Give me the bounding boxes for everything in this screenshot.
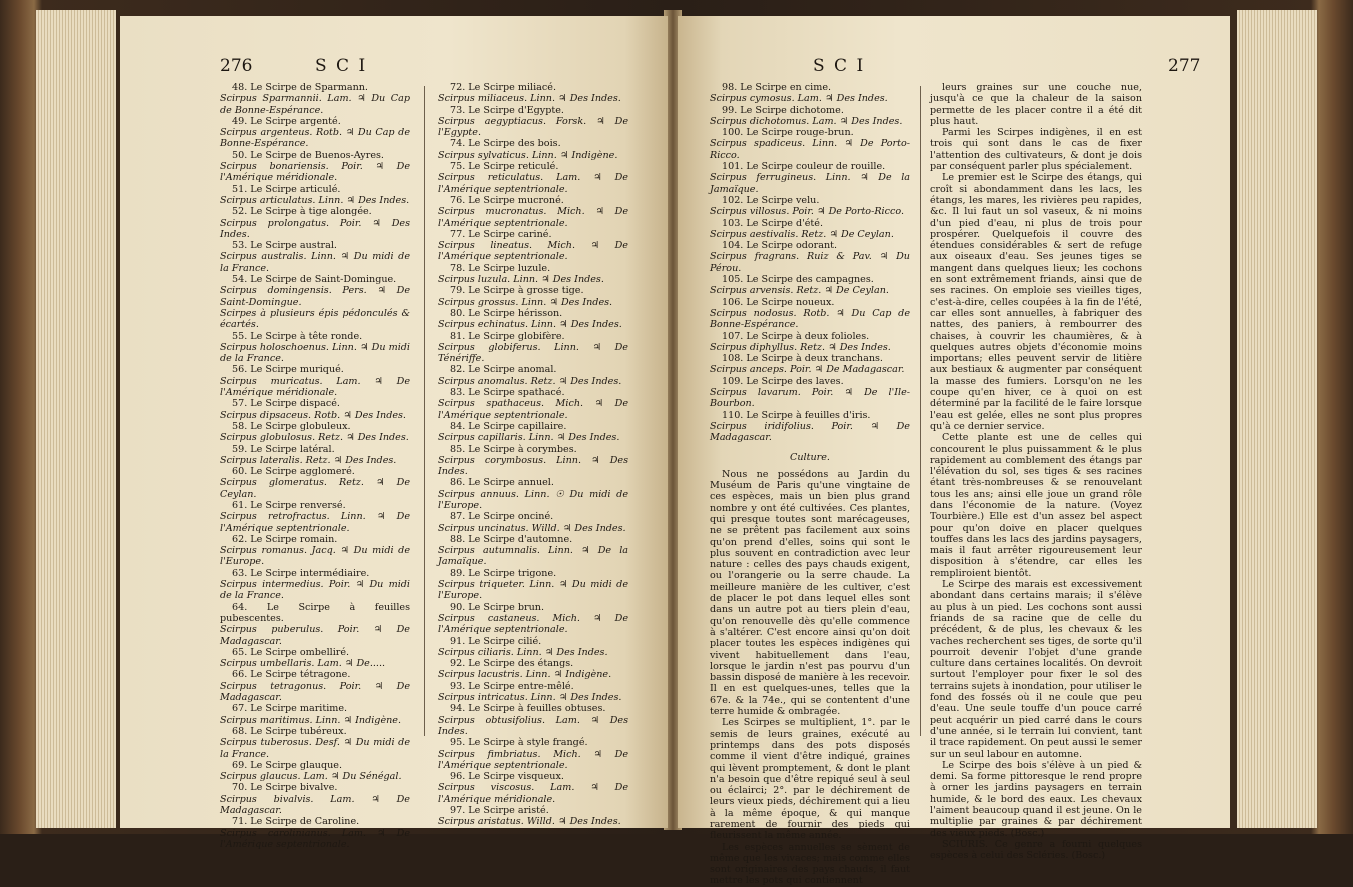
entry-line: 57. Le Scirpe dispacé. <box>232 398 340 410</box>
entry-line: Scirpus triqueter. Linn. ♃ Du midi de l'Europe. <box>438 579 628 602</box>
entry-line: Scirpus aegyptiacus. Forsk. ♃ De l'Egypte. <box>438 115 628 139</box>
entry-line: Scirpus iridifolius. Poir. ♃ De Madagascar. <box>710 420 910 444</box>
entry-line: 89. Le Scirpe trigone. <box>450 567 557 579</box>
entry-line: Scirpus luzula. Linn. ♃ Des Indes. <box>438 274 604 286</box>
entry-line: 59. Le Scirpe latéral. <box>232 443 335 455</box>
entry-line: Scirpus intermedius. Poir. ♃ Du midi de la France. <box>220 579 410 602</box>
entry-line: 50. Le Scirpe de Buenos-Ayres. <box>232 149 384 161</box>
entry-line: 60. Le Scirpe agglomeré. <box>232 466 355 478</box>
entry-line: Scirpus maritimus. Linn. ♃ Indigène. <box>220 714 402 726</box>
entry-line: Scirpus autumnalis. Linn. ♃ De la Jamaïque. <box>438 545 628 568</box>
entry-line: 84. Le Scirpe capillaire. <box>450 420 567 432</box>
entry-line: 53. Le Scirpe austral. <box>232 240 337 252</box>
entry-line: 95. Le Scirpe à style frangé. <box>450 737 588 749</box>
entry-line: 97. Le Scirpe aristé. <box>450 805 549 816</box>
entry-line: Scirpus grossus. Linn. ♃ Des Indes. <box>438 296 613 308</box>
entry-line: Scirpus reticulatus. Lam. ♃ De l'Amérique septentrionale. <box>438 172 628 195</box>
entry-line: 71. Le Scirpe de Caroline. <box>232 816 360 828</box>
entry-line: Scirpus villosus. Poir. ♃ De Porto-Ricco. <box>710 206 905 218</box>
entry-line: Scirpus echinatus. Linn. ♃ Des Indes. <box>438 319 622 331</box>
entry-line: 81. Le Scirpe globifère. <box>450 330 565 342</box>
entry-line: Scirpus dichotomus. Lam. ♃ Des Indes. <box>710 115 903 127</box>
left-column-2 <box>438 82 628 828</box>
entry-line: Scirpus domingensis. Pers. ♃ De Saint-Domingue. <box>220 285 410 308</box>
entry-line: Scirpus fimbriatus. Mich. ♃ De l'Amérique septentrionale. <box>438 748 628 771</box>
entry-line: Scirpus spathaceus. Mich. ♃ De l'Amérique septentrionale. <box>438 398 628 421</box>
entry-line: 56. Le Scirpe muriqué. <box>232 364 344 376</box>
entry-line: 70. Le Scirpe bivalve. <box>232 782 338 794</box>
entry-line: 108. Le Scirpe à deux tranchans. <box>722 353 883 365</box>
right-page-number: 277 <box>1168 56 1201 76</box>
entry-line: Scirpus ferrugineus. Linn. ♃ De la Jamaïque. <box>710 172 910 195</box>
entry-line: Scirpus lavarum. Poir. ♃ De l'Ile-Bourbon. <box>710 387 910 410</box>
entry-line: Scirpus prolongatus. Poir. ♃ Des Indes. <box>220 217 410 240</box>
entry-line: 77. Le Scirpe cariné. <box>450 228 552 240</box>
entry-line: 76. Le Scirpe mucroné. <box>450 194 564 206</box>
entry-line: Scirpus fragrans. Ruiz & Pav. ♃ Du Pérou. <box>710 251 910 274</box>
culture-paragraph: Les Scirpes se multiplient, 1°. par le semis de leurs graines, exécuté au printemps dans des pots disposés comme il vient d'être indiqué, graines qui lèvent promptement, & dont le plant n'a besoin que d'être repiqué seul à seul ou éclairci; 2°. par le déchirement de leurs vieux pieds, déchirement qui a lieu à la même époque, & qui manque rarement de fournir des pieds qui fleurissent la même année. <box>710 717 910 842</box>
entry-line: 55. Le Scirpe à tête ronde. <box>232 330 363 342</box>
entry-line: 85. Le Scirpe à corymbes. <box>450 443 577 455</box>
entry-line: Scirpus spadiceus. Linn. ♃ De Porto-Ricco. <box>710 138 910 161</box>
left-page-number: 276 <box>220 56 253 76</box>
entry-line: 58. Le Scirpe globuleux. <box>232 420 351 432</box>
entry-line: 78. Le Scirpe luzule. <box>450 262 551 274</box>
entry-line: 109. Le Scirpe des laves. <box>722 375 844 387</box>
entry-line: Scirpus globulosus. Retz. ♃ Des Indes. <box>220 432 409 444</box>
entry-line: 107. Le Scirpe à deux folioles. <box>722 330 870 342</box>
entry-line: Scirpus lineatus. Mich. ♃ De l'Amérique septentrionale. <box>438 240 628 263</box>
entry-line: 110. Le Scirpe à feuilles d'iris. <box>722 409 871 421</box>
entry-line: 67. Le Scirpe maritime. <box>232 703 348 715</box>
entry-line: 69. Le Scirpe glauque. <box>232 759 343 771</box>
entry-line: Scirpus cymosus. Lam. ♃ Des Indes. <box>710 93 888 105</box>
entry-line: Scirpus annuus. Linn. ☉ Du midi de l'Europe. <box>438 488 628 511</box>
entry-line: 61. Le Scirpe renversé. <box>232 499 346 511</box>
body-paragraph: SCIURIS. Ce genre a fourni quelques espèces à celui des Scléries. (Bosc.) <box>930 838 1142 862</box>
entry-line: Scirpus puberulus. Poir. ♃ De Madagascar. <box>220 624 410 647</box>
entry-line: Scirpus nodosus. Rotb. ♃ Du Cap de Bonne-Espérance. <box>710 307 910 331</box>
entry-line: Scirpus diphyllus. Retz. ♃ Des Indes. <box>710 341 891 353</box>
entry-line: 86. Le Scirpe annuel. <box>450 477 554 489</box>
entry-line: Scirpus umbellaris. Lam. ♃ De..... <box>220 658 386 670</box>
entry-line: Scirpus anomalus. Retz. ♃ Des Indes. <box>438 375 622 387</box>
entry-line: 96. Le Scirpe visqueux. <box>450 771 564 783</box>
left-page-edges <box>36 10 116 828</box>
entry-line: 62. Le Scirpe romain. <box>232 533 338 545</box>
entry-line: Scirpus obtusifolius. Lam. ♃ Des Indes. <box>438 714 628 737</box>
entry-line: 98. Le Scirpe en cime. <box>722 82 832 93</box>
entry-line: 104. Le Scirpe odorant. <box>722 240 838 252</box>
entry-line: 101. Le Scirpe couleur de rouille. <box>722 161 886 173</box>
entry-line: Scirpus capillaris. Linn. ♃ Des Indes. <box>438 432 620 444</box>
entry-line: Scirpus anceps. Poir. ♃ De Madagascar. <box>710 364 905 376</box>
entry-line: 91. Le Scirpe cilié. <box>450 635 542 647</box>
entry-line: Scirpus tetragonus. Poir. ♃ De Madagascar. <box>220 680 410 704</box>
entry-line: 88. Le Scirpe d'automne. <box>450 533 573 545</box>
entry-line: 54. Le Scirpe de Saint-Domingue. <box>232 274 397 286</box>
entry-line: Scirpus uncinatus. Willd. ♃ Des Indes. <box>438 522 626 534</box>
body-paragraph: Parmi les Scirpes indigènes, il en est trois qui sont dans le cas de fixer l'attention des cultivateurs, & dont je dois par conséquent parler plus spécialement. <box>930 127 1142 173</box>
column-divider <box>920 86 921 736</box>
culture-heading: Culture. <box>790 451 830 463</box>
entry-line: Scirpus castaneus. Mich. ♃ De l'Amérique septentrionale. <box>438 612 628 636</box>
entry-line: Scirpus miliaceus. Linn. ♃ Des Indes. <box>438 93 621 105</box>
entry-line: 72. Le Scirpe miliacé. <box>450 82 556 93</box>
right-running-head: S C I <box>813 56 866 76</box>
entry-line: 106. Le Scirpe noueux. <box>722 296 835 308</box>
culture-paragraph: Nous ne possédons au Jardin du Muséum de Paris qu'une vingtaine de ces espèces, mais un bien plus grand nombre y ont été cultivées. Ces plantes, qui presque toutes sont marécageuses, ne se prêtent pas facilement aux soins qu'on prend d'elles, soins qui sont le plus souvent en contradiction avec leur nature : celles des pays chauds exigent, ou l'orangerie ou la serre chaude. La meilleure manière de les cultiver, c'est de placer le pot dans lequel elles sont dans un autre pot au tiers plein d'eau, qu'on renouvelle dès qu'elle commence à s'altérer. C'est encore ainsi qu'on doit placer toutes les espèces indigènes qui vivent habituellement dans l'eau, lorsque le jardin n'est pas pourvu d'un bassin disposé de manière à les recevoir. Il en est quelques-unes, telles que la 67e. & la 74e., qui se contentent d'une terre humide & ombragée. <box>710 468 910 718</box>
entry-line: 100. Le Scirpe rouge-brun. <box>722 127 854 139</box>
entry-line: 92. Le Scirpe des étangs. <box>450 658 574 670</box>
entry-line: 105. Le Scirpe des campagnes. <box>722 274 874 286</box>
entry-line: 65. Le Scirpe ombelliré. <box>232 646 350 658</box>
entry-line: Scirpus holoschoenus. Linn. ♃ Du midi de la France. <box>220 341 410 365</box>
entry-line: Scirpus articulatus. Linn. ♃ Des Indes. <box>220 194 410 206</box>
entry-line: Scirpus corymbosus. Linn. ♃ Des Indes. <box>438 454 628 478</box>
entry-line: 99. Le Scirpe dichotome. <box>722 104 844 116</box>
entry-line: 64. Le Scirpe à feuilles pubescentes. <box>220 601 410 624</box>
entry-line: Scirpus globiferus. Linn. ♃ De Ténériffe. <box>438 341 628 365</box>
entry-line: Scirpus retrofractus. Linn. ♃ De l'Amérique septentrionale. <box>220 511 410 534</box>
entry-line: Scirpus dipsaceus. Rotb. ♃ Des Indes. <box>220 409 406 421</box>
body-paragraph: leurs graines sur une couche nue, jusqu'à ce que la chaleur de la saison permette de les placer contre il a été dit plus haut. <box>930 82 1142 127</box>
entry-line: 102. Le Scirpe velu. <box>722 194 820 206</box>
entry-line: Scirpus viscosus. Lam. ♃ De l'Amérique méridionale. <box>438 782 628 805</box>
entry-line: Scirpus arvensis. Retz. ♃ De Ceylan. <box>710 285 889 297</box>
left-running-head: S C I <box>315 56 368 76</box>
left-column-1 <box>220 82 410 850</box>
entry-line: Scirpus mucronatus. Mich. ♃ De l'Amérique septentrionale. <box>438 206 628 229</box>
entry-line: 94. Le Scirpe à feuilles obtuses. <box>450 703 606 715</box>
body-paragraph: Le premier est le Scirpe des étangs, qui croît si abondamment dans les lacs, les étangs, les mares, les rivières peu rapides, &c. Il lui faut un sol vaseux, & ni moins d'un pied d'eau, ni plus de trois pour prospérer. Quelquefois il couvre des étendues considérables & sert de refuge aux oiseaux d'eau. Ses jeunes tiges se mangent dans quelques lieux; les cochons en sont extrêmement friands, ainsi que de ses racines. On emploie ses vieilles tiges, c'est-à-dire, celles coupées à la fin de l'été, car elles sont annuelles, à fabriquer des nattes, des paniers, à rembourrer des chaises, à couvrir les chaumières, & à quelques autres objets d'économie moins importans; elles peuvent servir de litière aux bestiaux & augmenter par conséquent la masse des fumiers. Lorsqu'on ne les coupe qu'en hiver, ce à quoi on est déterminé par la facilité de le faire lorsque l'eau est gelée, elles ne sont plus propres qu'à ce dernier service. <box>930 172 1142 432</box>
entry-line: Scirpus glomeratus. Retz. ♃ De Ceylan. <box>220 477 410 500</box>
left-page <box>120 16 668 850</box>
entry-line: Scirpus lateralis. Retz. ♃ Des Indes. <box>220 454 397 466</box>
entry-line: 74. Le Scirpe des bois. <box>450 138 561 150</box>
entry-line: Scirpus ciliaris. Linn. ♃ Des Indes. <box>438 646 608 658</box>
entry-line: 103. Le Scirpe d'été. <box>722 217 824 229</box>
entry-line: Scirpus aestivalis. Retz. ♃ De Ceylan. <box>710 228 894 240</box>
entry-line: Scirpus Sparmannii. Lam. ♃ Du Cap de Bonne-Espérance. <box>220 93 410 116</box>
right-page-edges <box>1237 10 1317 828</box>
entry-line: Scirpus intricatus. Linn. ♃ Des Indes. <box>438 692 622 704</box>
entry-line: 52. Le Scirpe à tige alongée. <box>232 206 372 218</box>
entry-line: Scirpus carolinianus. Lam. ♃ De l'Amérique septentrionale. <box>220 827 410 850</box>
entry-line: 63. Le Scirpe intermédiaire. <box>232 567 370 579</box>
entry-line: 75. Le Scirpe reticulé. <box>450 161 559 173</box>
entry-line: 90. Le Scirpe brun. <box>450 601 545 613</box>
body-paragraph: Cette plante est une de celles qui concourent le plus puissamment & le plus rapidement au comblement des étangs par l'élévation du sol, ses tiges & ses racines étant très-nombreuses & se renouvelant tous les ans; ainsi elle joue un grand rôle dans l'économie de la nature. (Voyez Tourbière.) Elle est d'un assez bel aspect pour qu'on doive en placer quelques touffes dans les lacs des jardins paysagers, mais il faut arrêter rigoureusement leur disposition à s'étendre, car elles les rempliroient bientôt. <box>930 432 1142 579</box>
entry-line: Scirpes à plusieurs épis pédonculés & écartés. <box>220 307 410 331</box>
entry-line: 49. Le Scirpe argenté. <box>232 115 341 127</box>
entry-line: Scirpus aristatus. Willd. ♃ Des Indes. <box>438 816 621 828</box>
entry-line: 73. Le Scirpe d'Egypte. <box>450 104 564 116</box>
right-page <box>678 16 1230 887</box>
entry-line: Scirpus glaucus. Lam. ♃ Du Sénégal. <box>220 771 402 783</box>
entry-line: Scirpus argenteus. Rotb. ♃ Du Cap de Bonne-Espérance. <box>220 127 410 150</box>
entry-line: Scirpus tuberosus. Desf. ♃ Du midi de la France. <box>220 737 410 760</box>
body-paragraph: Le Scirpe des bois s'élève à un pied & demi. Sa forme pittoresque le rend propre à orner les jardins paysagers en terrain humide, & le bord des eaux. Les chevaux l'aiment beaucoup quand il est jeune. On le multiplie par graines & par déchirement des vieux pieds. (Bosc.) <box>930 759 1142 839</box>
entry-line: Scirpus muricatus. Lam. ♃ De l'Amérique méridionale. <box>220 375 410 399</box>
right-column-1 <box>710 82 910 887</box>
culture-paragraph: Les espèces annuelles se sèment de même que les vivaces; mais comme elles sont originaires des pays chauds, il faut mettre les pots qui contiennent <box>710 841 910 887</box>
right-column-2 <box>930 82 1142 861</box>
entry-line: 66. Le Scirpe tétragone. <box>232 669 351 681</box>
entry-line: Scirpus sylvaticus. Linn. ♃ Indigène. <box>438 149 618 161</box>
entry-line: 79. Le Scirpe à grosse tige. <box>450 285 584 297</box>
entry-line: 48. Le Scirpe de Sparmann. <box>232 82 368 93</box>
entry-line: 87. Le Scirpe onciné. <box>450 511 554 523</box>
entry-line: 93. Le Scirpe entre-mêlé. <box>450 680 574 692</box>
body-paragraph: Le Scirpe des marais est excessivement abondant dans certains marais; il s'élève au plus à un pied. Les cochons sont aussi friands de sa racine que de celle du précédent, & de plus, les chevaux & les vaches recherchent ses tiges, de sorte qu'il pourroit devenir l'objet d'une grande culture dans certaines localités. On devroit surtout l'employer pour fixer le sol des terrains sujets à inondation, pour utiliser le fond des fossés où il ne coule que peu d'eau. Une seule touffe d'un pouce carré peut acquérir un pied carré dans le cours d'une année, si le terrain lui convient, tant il trace rapidement. On peut aussi le semer sur un seul labour en automne. <box>930 579 1142 760</box>
entry-line: Scirpus romanus. Jacq. ♃ Du midi de l'Europe. <box>220 545 410 568</box>
entry-line: 82. Le Scirpe anomal. <box>450 364 557 376</box>
entry-line: Scirpus australis. Linn. ♃ Du midi de la France. <box>220 251 410 274</box>
entry-line: Scirpus bonariensis. Poir. ♃ De l'Amérique méridionale. <box>220 161 410 184</box>
entry-line: 83. Le Scirpe spathacé. <box>450 387 565 399</box>
entry-line: Scirpus lacustris. Linn. ♃ Indigène. <box>438 669 612 681</box>
entry-line: 51. Le Scirpe articulé. <box>232 183 341 195</box>
column-divider <box>424 86 425 736</box>
entry-line: Scirpus bivalvis. Lam. ♃ De Madagascar. <box>220 793 410 816</box>
entry-line: 68. Le Scirpe tubéreux. <box>232 725 347 737</box>
entry-line: 80. Le Scirpe hérisson. <box>450 307 563 319</box>
